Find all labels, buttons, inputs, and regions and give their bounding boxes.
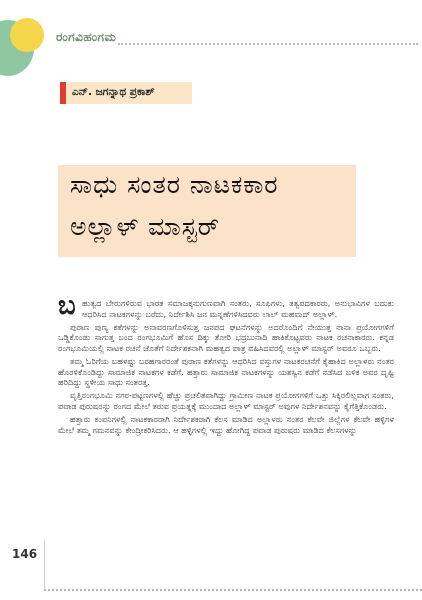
body-paragraph: ಹುತ್ವದ ಬೇರುಗಳಿರುವ ಭಾರತ ಸಮಾಜಕ್ಕನುಗುಣವಾಗಿ ಸಂತರು, ಸೂಫಿಗಳು, ತತ್ವಪದಕಾರರು, ಅನುಭಾವಿಗಳ ಬದುಕು ಆಧರಿಸಿದ ನಾಟಕಗಳನ್ನು ಬರೆದು, ನಿರ್ದೇಶಿಸಿ ಜನ ಮನ್ನಣೆಗಳಿಸಿದವರು ಲಾಲ್ ಮಹಮದ್ ಅಲ್ಲಾಳ್. [82,298,394,319]
gutter-divider [44,540,45,589]
footer-divider [44,589,422,591]
section-label: ರಂಗವಿಹಂಗಮ [56,30,117,44]
section-divider [118,43,418,45]
page-number: 146 [12,547,38,561]
decorative-circle-yellow [10,18,44,52]
article-title-line-1: ಸಾಧು ಸಂತರ ನಾಟಕಕಾರ [70,170,279,199]
drop-cap: ಬ [58,291,76,321]
body-paragraph: ಪುರಾಣ ಪುಣ್ಯ ಕತೆಗಳನ್ನು ಅನಾವರಣಗೊಳಿಸುತ್ತ ಜನಪದ ಘಟನೆಗಳನ್ನು ಅದರೊಂದಿಗೆ ನೇಯುತ್ತ ನಾನಾ ಪ್ರಯೋಗಗಳಿಗೆ ಒಡ್ಡಿಕೊಂಡು ಸಾಗುತ್ತ ಬಂದ ರಂಗಭೂಮಿಗೆ ಹೊಸ ದಿಕ್ಕು ತೋರಿ ಭದ್ರಬುನಾದಿ ಹಾಕಿಕೊಟ್ಟವರು ನಾಟಕ ರಚನಾಕಾರರು. ಕನ್ನಡ ರಂಗಭೂಮಿಯಲ್ಲಿ ನಾಟಕ ರಚನೆ ಜೊತೆಗೆ ನಿರ್ದೇಶಕನಾಗಿ ಮಹತ್ವದ ಪಾತ್ರ ವಹಿಸಿದವರಲ್ಲಿ ಅಲ್ಲಾಳ್ ಮಾಸ್ಟರ್ ಅವರೂ ಒಬ್ಬರು. [58,321,394,353]
author-name: ಎನ್. ಜಗನ್ನಾಥ ಪ್ರಕಾಶ್ [72,86,155,98]
body-paragraph: ವೃತ್ತಿರಂಗಭೂಮಿ ನಗರ-ಪಟ್ಟಣಗಳಲ್ಲಿ ಹೆಚ್ಚು ಪ್ರಚಲಿತವಾಗಿದ್ದು ಗ್ರಾಮೀಣ ನಾಟಕ ಪ್ರಯೋಗಗಳಿಗೆ ಒತ್ತು ಸಿಕ್ಕಿರಲಿಲ್ಲವಾಗ ಸಂತರು, ಪವಾಡ ಪುರುಷರನ್ನು ರಂಗದ ಮೇಲೆ ತರುವ ಪ್ರಯತ್ನಕ್ಕೆ ಮುಂದಾದ ಅಲ್ಲಾಳ್ ಮಾಸ್ಟರ್ ಅವುಗಳ ನಿರ್ದೇಶನವನ್ನು ಕೈಗೆತ್ತಿಕೊಂಡರು. [58,390,394,411]
author-accent-bar [60,82,66,104]
body-paragraph: ಹತ್ತಾರು ಕಂಪನಿಗಳಲ್ಲಿ ನಾಟಕಕಾರರಾಗಿ ನಿರ್ದೇಶಕರಾಗಿ ಕೆಲಸ ಮಾಡಿದ ಅಲ್ಲಾಳರು ನಂತರ ಕೆಲವೇ ಜಿಲ್ಲೆಗಳ ಕೆಲವೇ ಹಳ್ಳಿಗಳ ಮೇಲೆ ತಮ್ಮ ಗಮನವನ್ನು ಕೇಂದ್ರೀಕರಿಸಿದರು. ಆ ಹಳ್ಳಿಗಳಲ್ಲಿ ಇದ್ದು ಹೋಗಿದ್ದ ಪವಾಡ ಪುರುಷರು ಮಾಡಿದ ಕೆಲಸಗಳನ್ನು [58,413,394,435]
body-paragraph: ತಮ್ಮ ಓರಿಗೆಯ ಬಹಳಷ್ಟು ಬರಹಗಾರರಂತೆ ಪುರಾಣ ಕತೆಗಳನ್ನು ಆಧರಿಸಿದ ವಸ್ತುಗಳ ನಾಟಕರಚನೆಗೆ ಕೈಹಾಕಿದ ಅಲ್ಲಾಳರು ನಂತರ ಹೊರಳಿಕೊಂಡಿದ್ದು ಸಾಮಾಜಿಕ ನಾಟಕಗಳ ಕಡೆಗೆ. ಹತ್ತಾರು ಸಾಮಾಜಿಕ ನಾಟಕಗಳನ್ನು ಯಶಸ್ವಿನ ಕಡೆಗೆ ನಡೆಸಿದ ಬಳಿಕ ಅವರ ದೃಷ್ಟಿ ಹರಿದಿದ್ದು ಸ್ಥಳೀಯ ಸಾಧು ಸಂತರತ್ತ. [58,355,394,388]
article-body [58,298,394,438]
article-title-line-2: ಅಲ್ಲಾಳ್ ಮಾಸ್ಟರ್ [70,212,221,241]
